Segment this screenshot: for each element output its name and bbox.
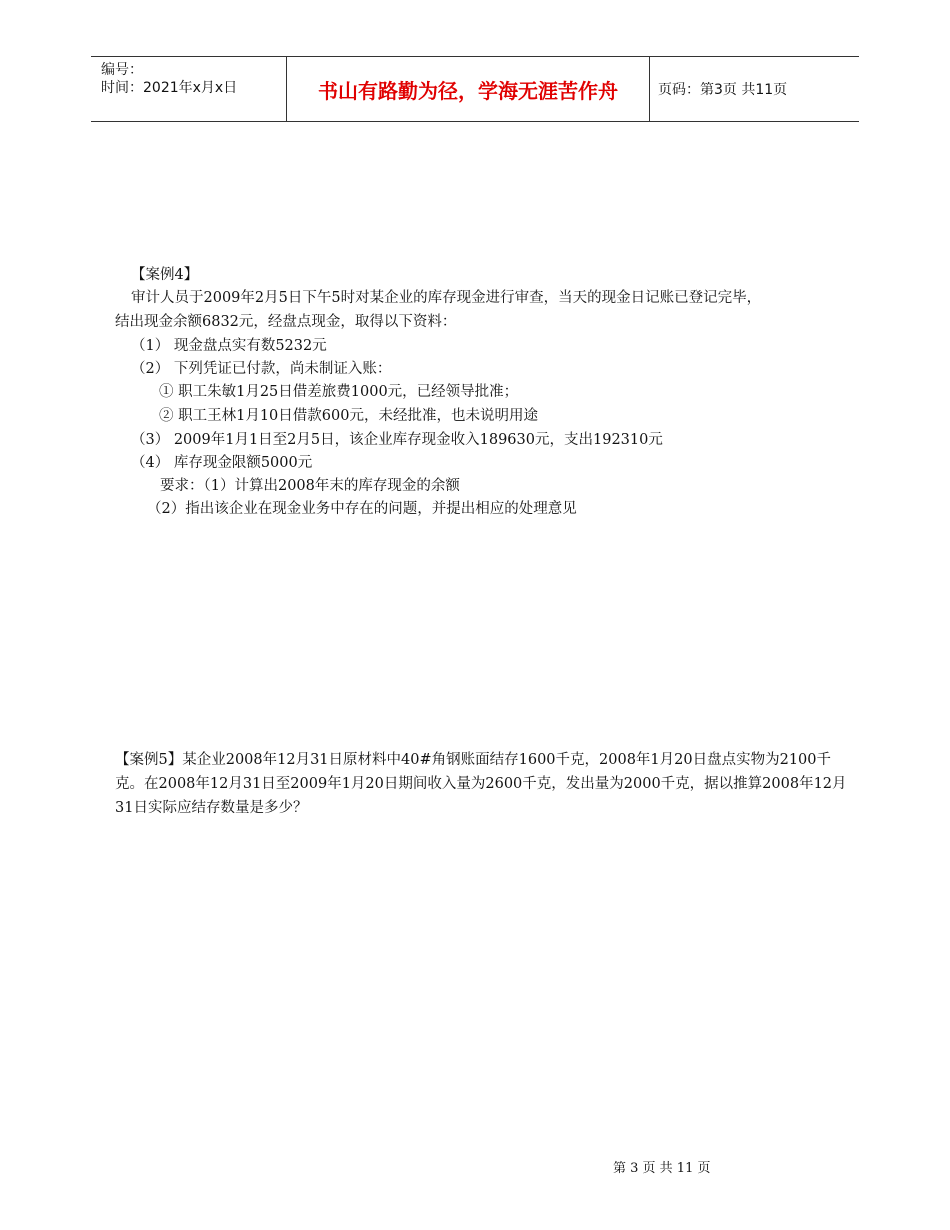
page-footer: 第 3 页 共 11 页 — [613, 1161, 711, 1176]
case4-item2: （2） 下列凭证已付款，尚未制证入账： — [131, 361, 392, 377]
header-page-label: 页码：第3页 共11页 — [658, 82, 788, 98]
header-motto: 书山有路勤为径，学海无涯苦作舟 — [287, 57, 650, 121]
case4-requirement2: （2）指出该企业在现金业务中存在的问题，并提出相应的处理意见 — [147, 501, 577, 517]
case4-item3: （3） 2009年1月1日至2月5日，该企业库存现金收入189630元，支出192310元 — [131, 432, 663, 448]
case4-sub2: ② 职工王林1月10日借款600元，未经批准，也未说明用途 — [159, 408, 538, 424]
page-header — [91, 56, 859, 122]
header-info-cell — [91, 57, 287, 121]
case4-item1: （1） 现金盘点实有数5232元 — [131, 338, 327, 354]
case5-paragraph: 【案例5】某企业2008年12月31日原材料中40#角钢账面结存1600千克，2008年1月20日盘点实物为2100千克。在2008年12月31日至2009年1月20日期间收入量为2600千克，发出量为2000千克，据以推算2008年12月31日实际应结存数量是多少？ — [115, 752, 847, 816]
code-label: 编号： — [101, 62, 143, 78]
case4-sub1: ① 职工朱敏1月25日借差旅费1000元，已经领导批准； — [159, 384, 519, 400]
case4-intro-line1: 审计人员于2009年2月5日下午5时对某企业的库存现金进行审查，当天的现金日记账已登记完毕， — [131, 290, 762, 306]
case4-requirement1: 要求：（1）计算出2008年末的库存现金的余额 — [160, 478, 460, 494]
case4-intro-line2: 结出现金余额6832元，经盘点现金，取得以下资料： — [115, 314, 457, 330]
case4-title: 【案例4】 — [131, 267, 199, 283]
time-label: 时间：2021年x月x日 — [101, 80, 238, 96]
case4-item4: （4） 库存现金限额5000元 — [131, 455, 313, 471]
